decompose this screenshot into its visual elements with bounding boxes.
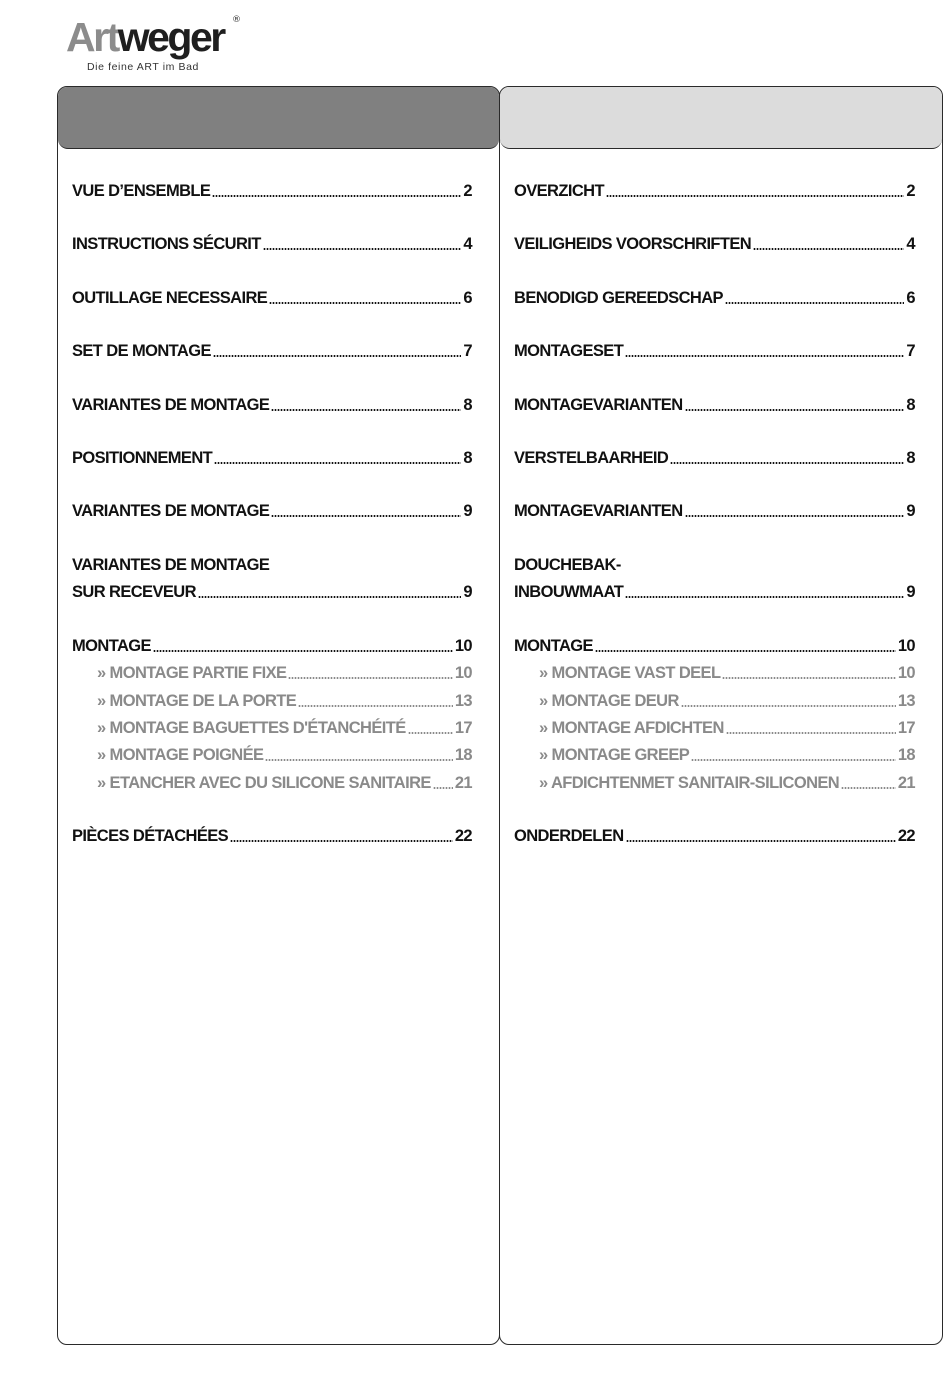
toc-entry-page-number: 4 (463, 235, 472, 253)
toc-entry-page-number: 8 (463, 449, 472, 467)
toc-entry-title: » AFDICHTENMET SANITAIR-SILICONEN (539, 774, 840, 792)
toc-entry-title: BENODIGD GEREEDSCHAP (514, 289, 723, 307)
dot-leader (271, 409, 461, 411)
toc-entry-page-number: 9 (463, 583, 472, 601)
toc-entry-title: VARIANTES DE MONTAGE (72, 502, 270, 520)
dot-leader (408, 732, 453, 734)
dot-leader (265, 759, 452, 761)
toc-entry-page-number: 6 (463, 289, 472, 307)
toc-subentry[interactable] (97, 690, 472, 712)
toc-entry-title: MONTAGESET (514, 342, 624, 360)
toc-entry-page-number: 17 (454, 719, 472, 737)
toc-entry-title: INSTRUCTIONS SÉCURIT (72, 235, 261, 253)
column-header-french (58, 87, 499, 149)
toc-entry[interactable] (72, 825, 472, 847)
dot-leader (153, 650, 453, 652)
toc-entry[interactable] (514, 180, 915, 202)
dot-leader (212, 195, 461, 197)
dot-leader (841, 787, 896, 789)
toc-column-dutch (499, 86, 943, 1345)
toc-entry-title: OUTILLAGE NECESSAIRE (72, 289, 268, 307)
toc-entry[interactable] (72, 500, 472, 522)
dot-leader (625, 596, 904, 598)
dot-leader (271, 515, 461, 517)
toc-entry-title: » MONTAGE DEUR (539, 692, 679, 710)
dot-leader (433, 787, 453, 789)
toc-entry[interactable] (514, 340, 915, 362)
toc-entry[interactable] (514, 447, 915, 469)
toc-entry-page-number: 22 (897, 827, 915, 845)
toc-entry-page-number: 10 (454, 664, 472, 682)
toc-entry-page-number: 7 (906, 342, 915, 360)
toc-entry[interactable] (514, 554, 915, 603)
dot-leader (230, 840, 453, 842)
dot-leader (298, 705, 453, 707)
toc-subentry[interactable] (97, 717, 472, 739)
toc-column-french (57, 86, 500, 1345)
toc-entry[interactable] (514, 233, 915, 255)
toc-entry[interactable] (72, 233, 472, 255)
dot-leader (691, 759, 896, 761)
toc-entry-page-number: 9 (906, 502, 915, 520)
dot-leader (670, 462, 904, 464)
toc-subentry[interactable] (539, 772, 915, 794)
dot-leader (685, 515, 905, 517)
dot-leader (626, 840, 896, 842)
column-header-dutch (500, 87, 942, 149)
toc-entry-title: OVERZICHT (514, 182, 604, 200)
toc-subentry[interactable] (97, 744, 472, 766)
toc-entry-page-number: 7 (463, 342, 472, 360)
toc-entry-title: MONTAGEVARIANTEN (514, 502, 683, 520)
toc-entry-title: MONTAGE (514, 637, 593, 655)
toc-entry[interactable] (72, 447, 472, 469)
toc-entry-page-number: 10 (897, 637, 915, 655)
toc-entry-title: MONTAGEVARIANTEN (514, 396, 683, 414)
dot-leader (288, 677, 452, 679)
toc-entry-title: » MONTAGE PARTIE FIXE (97, 664, 287, 682)
toc-entry[interactable] (514, 500, 915, 522)
toc-entry-title: » MONTAGE DE LA PORTE (97, 692, 297, 710)
toc-entry-page-number: 21 (454, 774, 472, 792)
toc-entry[interactable] (514, 394, 915, 416)
toc-entry-page-number: 6 (906, 289, 915, 307)
toc-entry-title: » MONTAGE VAST DEEL (539, 664, 721, 682)
toc-entry-title: VUE D’ENSEMBLE (72, 182, 211, 200)
toc-entry-title: ONDERDELEN (514, 827, 624, 845)
toc-entry-title: MONTAGE (72, 637, 151, 655)
toc-entry-page-number: 18 (454, 746, 472, 764)
toc-entry-page-number: 13 (454, 692, 472, 710)
toc-entry-page-number: 8 (463, 396, 472, 414)
toc-entry-page-number: 8 (906, 396, 915, 414)
toc-entry-page-number: 17 (897, 719, 915, 737)
toc-entry[interactable] (72, 287, 472, 309)
toc-entry-page-number: 4 (906, 235, 915, 253)
dot-leader (595, 650, 896, 652)
toc-entry[interactable] (72, 635, 472, 657)
toc-entry-title: VEILIGHEIDS VOORSCHRIFTEN (514, 235, 752, 253)
dot-leader (198, 596, 462, 598)
toc-entry-title: » MONTAGE POIGNÉE (97, 746, 264, 764)
toc-subentry[interactable] (539, 744, 915, 766)
toc-entry-title: » MONTAGE GREEP (539, 746, 690, 764)
dot-leader (606, 195, 904, 197)
toc-entry[interactable] (514, 287, 915, 309)
toc-entry-title-line1: VARIANTES DE MONTAGE (72, 556, 270, 574)
toc-subentry[interactable] (97, 772, 472, 794)
toc-subentry[interactable] (539, 717, 915, 739)
toc-entry[interactable] (72, 554, 472, 603)
toc-entry-title: PIÈCES DÉTACHÉES (72, 827, 229, 845)
toc-entry[interactable] (514, 825, 915, 847)
toc-entry-page-number: 22 (454, 827, 472, 845)
toc-subentry[interactable] (539, 690, 915, 712)
toc-subentry[interactable] (97, 662, 472, 684)
toc-entry-page-number: 8 (906, 449, 915, 467)
dot-leader (753, 248, 904, 250)
toc-entry-title-line1: DOUCHEBAK- (514, 556, 621, 574)
dot-leader (269, 302, 461, 304)
dot-leader (722, 677, 895, 679)
toc-entry-title: POSITIONNEMENT (72, 449, 213, 467)
dot-leader (625, 355, 904, 357)
dot-leader (263, 248, 462, 250)
toc-entry-title: INBOUWMAAT (514, 583, 624, 601)
toc-entry-page-number: 10 (897, 664, 915, 682)
toc-entry-page-number: 10 (454, 637, 472, 655)
toc-entry[interactable] (72, 340, 472, 362)
toc-entry-title: VERSTELBAARHEID (514, 449, 669, 467)
toc-entry-page-number: 18 (897, 746, 915, 764)
toc-entry-page-number: 21 (897, 774, 915, 792)
toc-entry-page-number: 9 (463, 502, 472, 520)
artweger-logo (66, 12, 256, 76)
toc-entry-page-number: 13 (897, 692, 915, 710)
dot-leader (685, 409, 905, 411)
toc-entry-page-number: 2 (463, 182, 472, 200)
dot-leader (725, 302, 904, 304)
dot-leader (681, 705, 896, 707)
toc-entry-page-number: 2 (906, 182, 915, 200)
toc-entry[interactable] (72, 394, 472, 416)
toc-entry[interactable] (72, 180, 472, 202)
toc-entry-title: » MONTAGE BAGUETTES D'ÉTANCHÉITÉ (97, 719, 406, 737)
logo-wordmark: Artweger (66, 14, 224, 60)
toc-entry-page-number: 9 (906, 583, 915, 601)
dot-leader (214, 462, 461, 464)
toc-entry-title: SET DE MONTAGE (72, 342, 211, 360)
dot-leader (726, 732, 896, 734)
toc-entry-title: » MONTAGE AFDICHTEN (539, 719, 724, 737)
toc-entry-title: » ETANCHER AVEC DU SILICONE SANITAIRE (97, 774, 431, 792)
logo-tagline: Die feine ART im Bad (87, 61, 199, 73)
toc-entry[interactable] (514, 635, 915, 657)
dot-leader (213, 355, 462, 357)
toc-subentry[interactable] (539, 662, 915, 684)
registered-mark: ® (232, 15, 241, 25)
toc-entry-title: SUR RECEVEUR (72, 583, 196, 601)
toc-entry-title: VARIANTES DE MONTAGE (72, 396, 270, 414)
